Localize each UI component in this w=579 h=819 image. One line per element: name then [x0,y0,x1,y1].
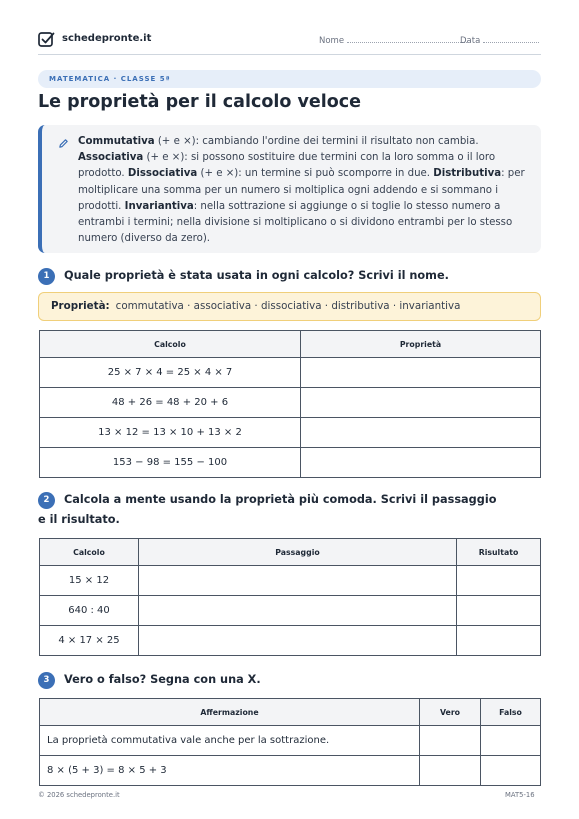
answer-cell[interactable] [301,358,541,388]
q3-table [39,698,541,786]
calc-cell: 25 × 7 × 4 = 25 × 4 × 7 [40,358,301,388]
statement-cell: La proprietà commutativa vale anche per la sottrazione. [40,726,420,756]
step-cell[interactable] [139,626,457,656]
calc-cell: 13 × 12 = 13 × 10 + 13 × 2 [40,418,301,448]
name-field[interactable] [319,35,467,46]
term-associativa: Associativa [78,152,144,164]
footer-copyright: © 2026 schedepronte.it [38,791,120,799]
table-row [40,358,541,388]
col-header-calcolo: Calcolo [40,539,139,566]
calc-cell: 640 : 40 [40,596,139,626]
vero-checkbox-cell[interactable] [420,726,481,756]
date-label: Data [460,36,481,46]
name-label: Nome [319,36,345,46]
property-list-label: Proprietà: [51,300,110,312]
q2-table [39,538,541,656]
calc-cell: 153 − 98 = 155 − 100 [40,448,301,478]
info-box [38,125,541,253]
table-row [40,596,541,626]
step-cell[interactable] [139,596,457,626]
calc-cell: 48 + 26 = 48 + 20 + 6 [40,388,301,418]
term-commutativa: Commutativa [78,136,155,147]
question-1-number: 1 [38,268,55,285]
statement-cell: 8 × (5 + 3) = 8 × 5 + 3 [40,756,420,786]
col-header-risultato: Risultato [457,539,541,566]
site-name: schedepronte.it [62,33,152,44]
term-distributiva: Distributiva [433,168,502,180]
table-row [40,418,541,448]
page-header [38,29,541,55]
term-dissociativa: Dissociativa [127,168,198,180]
answer-cell[interactable] [301,388,541,418]
col-header-affermazione: Affermazione [40,699,420,726]
table-row [40,448,541,478]
answer-cell[interactable] [301,448,541,478]
question-1-text: Quale proprietà è stata usata in ogni calcolo? Scrivi il nome. [64,269,449,282]
col-header-passaggio: Passaggio [139,539,457,566]
table-row [40,388,541,418]
result-cell[interactable] [457,596,541,626]
checkbox-logo-icon [38,31,55,48]
question-2-text: Calcola a mente usando la proprietà più comoda. Scrivi il passaggio e il risultato. [38,493,497,526]
question-2-number: 2 [38,492,55,509]
table-row [40,726,541,756]
col-header-falso: Falso [481,699,541,726]
vero-checkbox-cell[interactable] [420,756,481,786]
answer-cell[interactable] [301,418,541,448]
property-list-box [38,292,541,321]
calc-cell: 15 × 12 [40,566,139,596]
q1-table [39,330,541,478]
falso-checkbox-cell[interactable] [481,756,541,786]
step-cell[interactable] [139,566,457,596]
col-header-calcolo: Calcolo [40,331,301,358]
table-row [40,626,541,656]
calc-cell: 4 × 17 × 25 [40,626,139,656]
term-invariantiva: Invariantiva [124,200,194,212]
info-text: Commutativa (+ e ×): cambiando l'ordine dei termini il risultato non cambia. Associativa (+ e ×): si possono sostituire due termini con la loro somma o il loro prodotto. Dissociativa (+ e ×): un termine si può scomporre in due. Distributiva: per moltiplicare una somma per un numero si moltiplica ogni addendo e si sommano i prodotti. Invariantiva: nella sottrazione si aggiunge o si toglie lo stesso numero a entrambi i termini; nella divisione si moltiplicano o si dividono entrambi per lo stesso numero (diverso da zero). [78,136,525,245]
question-3-number: 3 [38,672,55,689]
falso-checkbox-cell[interactable] [481,726,541,756]
result-cell[interactable] [457,566,541,596]
page-title: Le proprietà per il calcolo veloce [38,92,362,112]
table-row [40,756,541,786]
property-list: commutativa · associativa · dissociativa · distributiva · invariantiva [115,300,461,312]
result-cell[interactable] [457,626,541,656]
question-3-text: Vero o falso? Segna con una X. [64,673,261,686]
col-header-vero: Vero [420,699,481,726]
date-field[interactable] [460,35,539,46]
subject-tag: MATEMATICA · CLASSE 5ª [38,70,541,88]
table-row [40,566,541,596]
pencil-icon [58,138,69,149]
col-header-proprieta: Proprietà [301,331,541,358]
footer-code: MAT5-16 [505,791,535,799]
